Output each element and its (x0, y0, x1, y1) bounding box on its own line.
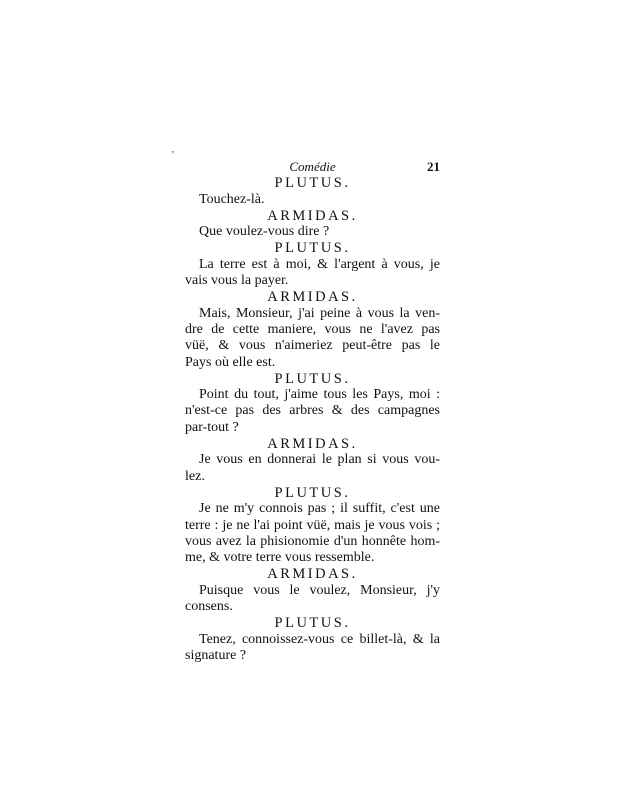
speaker-name: PLUTUS. (274, 615, 351, 632)
text-line: vous avez la phisionomie d'un honnête hom- (185, 533, 440, 549)
page-number: 21 (427, 159, 440, 174)
text-line: Tenez, connoissez-vous ce billet-là, & la (199, 631, 440, 647)
text-line: Touchez-là. (199, 191, 265, 207)
text-line: Pays où elle est. (185, 354, 276, 370)
dialogue-block (185, 485, 440, 566)
speaker-name: PLUTUS. (274, 484, 351, 501)
text-line: Mais, Monsieur, j'ai peine à vous la ven- (199, 305, 440, 321)
dialogue-block (185, 175, 440, 208)
dialogue-block (185, 289, 440, 370)
dialogue-block (185, 615, 440, 664)
text-line: Que voulez-vous dire ? (199, 224, 330, 240)
dialogue-block (185, 436, 440, 485)
text-line: lez. (185, 468, 205, 484)
text-line: me, & votre terre vous ressemble. (185, 550, 375, 566)
speaker-name: ARMIDAS. (267, 436, 358, 453)
text-line: Point du tout, j'aime tous les Pays, moi : (199, 387, 440, 403)
speaker-name: PLUTUS. (274, 370, 351, 387)
text-line: par-tout ? (185, 419, 239, 435)
text-line: terre : je ne l'ai point vüë, mais je vous vois ; (185, 517, 440, 533)
scan-speck: ' (172, 150, 174, 161)
text-line: Puisque vous le voulez, Monsieur, j'y (199, 582, 440, 598)
speaker-name: PLUTUS. (274, 240, 351, 257)
text-line: signature ? (185, 647, 247, 663)
book-page (185, 159, 440, 664)
speaker-name: ARMIDAS. (267, 207, 358, 224)
speaker-name: ARMIDAS. (267, 566, 358, 583)
text-line: vais vous la payer. (185, 273, 289, 289)
page-header (185, 159, 440, 175)
text-line: vüë, & vous n'aimeriez peut-être pas le (185, 338, 440, 354)
dialogue-block (185, 208, 440, 241)
dialogue-block (185, 566, 440, 615)
dialogue (185, 175, 440, 664)
speaker-name: PLUTUS. (274, 175, 351, 192)
text-line: Je ne m'y connois pas ; il suffit, c'est une (199, 501, 440, 517)
text-line: consens. (185, 599, 233, 615)
running-title: Comédie (289, 159, 336, 174)
text-line: n'est-ce pas des arbres & des campagnes (185, 403, 440, 419)
text-line: Je vous en donnerai le plan si vous vou- (199, 452, 440, 468)
speaker-name: ARMIDAS. (267, 289, 358, 306)
text-line: La terre est à moi, & l'argent à vous, je (199, 256, 440, 272)
dialogue-block (185, 371, 440, 436)
text-line: dre de cette maniere, vous ne l'avez pas (185, 321, 440, 337)
dialogue-block (185, 240, 440, 289)
